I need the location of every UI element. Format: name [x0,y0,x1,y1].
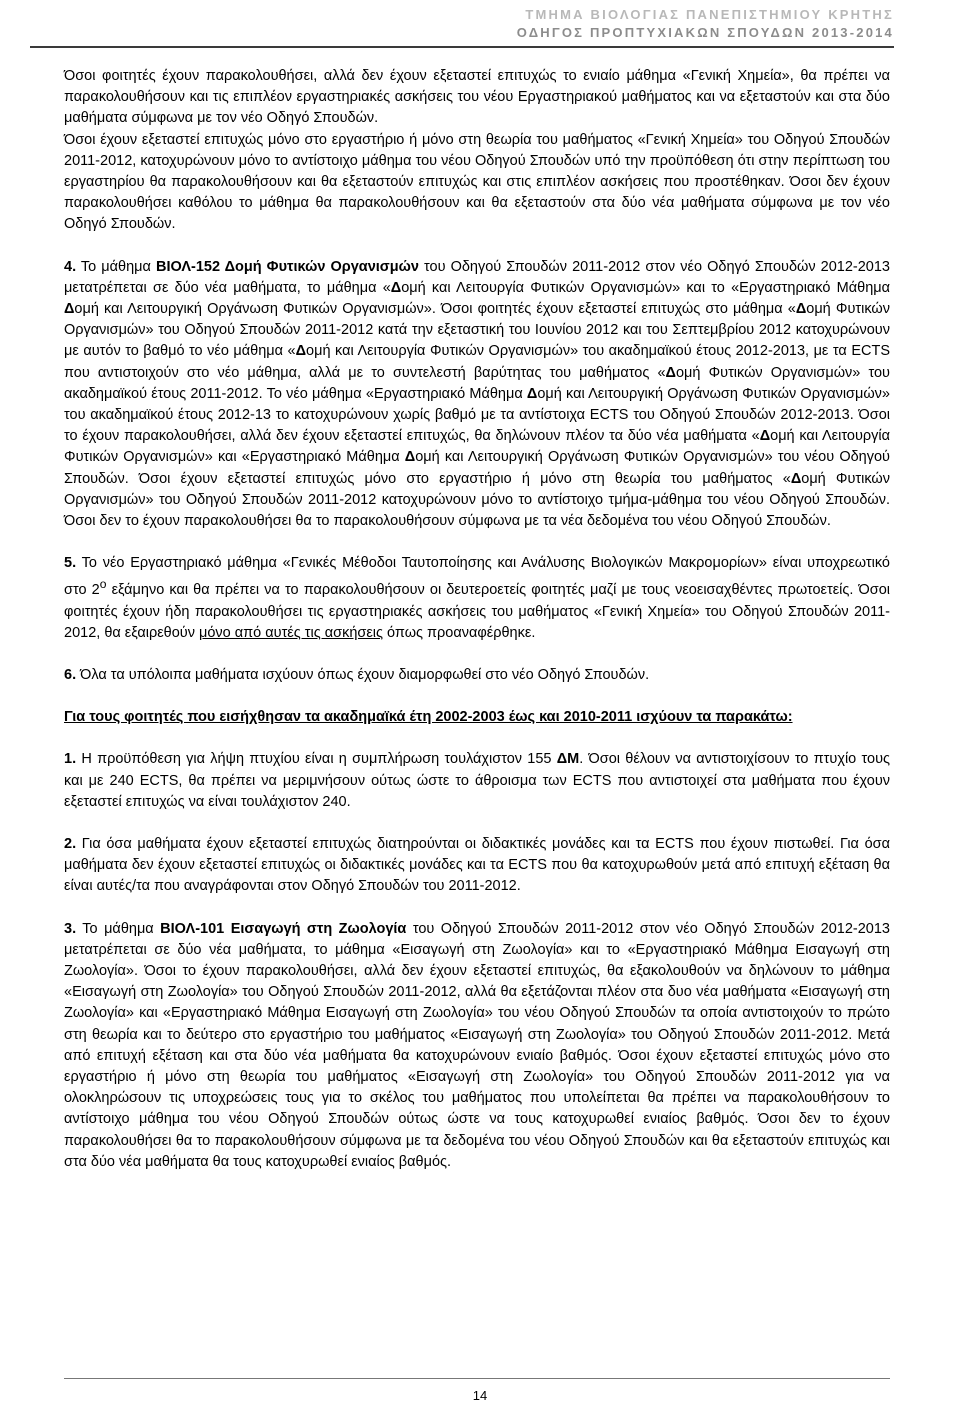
course-code: ΒΙΟΛ-152 [155,258,225,275]
item-4: 4. Το μάθημα ΒΙΟΛ-152 Δομή Φυτικών Οργανισμών του Οδηγού Σπουδών 2011-2012 στον νέο Οδηγό Σπουδών 2012-2013 μετατρέπεται σε δύο νέα μαθήματα, το μάθημα «Δομή και Λειτουργία Φυτικών Οργανισμών» και το «Εργαστηριακό Μάθημα Δομή και Λειτουργική Οργάνωση Φυτικών Οργανισμών». Όσοι φοιτητές έχουν εξεταστεί επιτυχώς στο μάθημα «Δομή Φυτικών Οργανισμών» του Οδηγού Σπουδών 2011-2012 κατά την εξεταστική του Ιουνίου 2012 και του Σεπτεμβρίου 2012 κατοχυρώνουν με αυτόν το βαθμό το νέο μάθημα «Δομή και Λειτουργία Φυτικών Οργανισμών» του ακαδημαϊκού έτους 2012-2013, με τα ECTS που αντιστοιχούν στο νέο μάθημα, αλλά με το συντελεστή βαρύτητας του μαθήματος «Δομή Φυτικών Οργανισμών» του ακαδημαϊκού έτους 2011-2012. Το νέο μάθημα «Εργαστηριακό Μάθημα Δομή και Λειτουργική Οργάνωση Φυτικών Οργανισμών» του ακαδημαϊκού έτους 2012-13 το κατοχυρώνουν χωρίς βαθμό με τα αντίστοιχα ECTS του Οδηγού Σπουδών 2012-2013. Όσοι το έχουν παρακολουθήσει, αλλά δεν έχουν εξεταστεί επιτυχώς, θα δηλώνουν πλέον τα δύο νέα μαθήματα «Δομή και Λειτουργία Φυτικών Οργανισμών» και «Εργαστηριακό Μάθημα Δομή και Λειτουργική Οργάνωση Φυτικών Οργανισμών» του νέου Οδηγού Σπουδών. Όσοι έχουν εξεταστεί επιτυχώς μόνο στο εργαστήριο ή μόνο στη θεωρία του μαθήματος «Δομή Φυτικών Οργανισμών» του Οδηγού Σπουδών 2011-2012 κατοχυρώνουν μόνο το αντίστοιχο τμήμα-μάθημα του νέου Οδηγού Σπουδών. Όσοι δεν το έχουν παρακολουθήσει θα το παρακολουθήσουν σύμφωνα με τα νέα δεδομένα του νέου Οδηγού Σπουδών. [64,258,891,530]
section-item-1: 1. Η προϋπόθεση για λήψη πτυχίου είναι η συμπλήρωση τουλάχιστον 155 ΔΜ. Όσοι θέλουν να αντιστοιχίσουν το πτυχίο τους και με 240 ECTS, θα πρέπει να μεριμνήσουν ούτως ώστε το άθροισμα των ECTS που αντιστοιχεί στα μαθήματα που έχουν εξεταστεί επιτυχώς να είναι τουλάχιστον 240. [64,751,890,810]
item-number: 5. [64,555,77,572]
item-number: 2. [64,835,77,852]
page-number: 14 [472,1388,488,1403]
document-body [64,66,890,1173]
footer-rule [64,1378,890,1379]
credit-unit: ΔΜ [556,751,580,768]
header-rule [30,46,894,48]
superscript: ο [99,577,107,592]
course-code: ΒΙΟΛ-101 Εισαγωγή στη Ζωολογία [160,920,407,937]
header-guide-title: ΟΔΗΓΟΣ ΠΡΟΠΤΥΧΙΑΚΩΝ ΣΠΟΥΔΩΝ 2013-2014 [516,25,894,40]
item-6: 6. Όλα τα υπόλοιπα μαθήματα ισχύουν όπως έχουν διαμορφωθεί στο νέο Οδηγό Σπουδών. [64,666,650,683]
page-header [30,6,894,48]
item-5: 5. Το νέο Εργαστηριακό μάθημα «Γενικές Μέθοδοι Ταυτοποίησης και Ανάλυσης Βιολογικών Μακρομορίων» είναι υποχρεωτικό στο $2^o$ εξάμηνο και θα πρέπει να το παρακολουθήσουν οι δευτεροετείς φοιτητές μαζί με τους νεοεισαχθέντες πρωτοετείς. Όσοι φοιτητές έχουν ήδη παρακολουθήσει τις εργαστηριακές ασκήσεις του μαθήματος «Γενική Χημεία» του Οδηγού Σπουδών 2011-2012, θα εξαιρεθούν μόνο από αυτές τις ασκήσεις όπως προαναφέρθηκε. [64,555,890,641]
item-number: 1. [64,751,77,768]
item-number: 4. [64,258,77,275]
section-heading: Για τους φοιτητές που εισήχθησαν τα ακαδημαϊκά έτη 2002-2003 έως και 2010-2011 ισχύουν τα παρακάτω: [64,709,793,726]
section-item-2: 2. Για όσα μαθήματα έχουν εξεταστεί επιτυχώς διατηρούνται οι διδακτικές μονάδες και τα ECTS που έχουν πιστωθεί. Για όσα μαθήματα δεν έχουν εξεταστεί επιτυχώς οι διδακτικές μονάδες και τα ECTS που θα κατοχυρωθούν μετά από επιτυχή εξέταση θα είναι αυτές/τα που αναγράφονται στον Οδηγό Σπουδών του 2011-2012. [64,835,890,895]
paragraph-intro-a: Όσοι φοιτητές έχουν παρακολουθήσει, αλλά δεν έχουν εξεταστεί επιτυχώς το ενιαίο μάθημα «Γενική Χημεία», θα πρέπει να παρακολουθήσουν και τις επιπλέον εργαστηριακές ασκήσεις του νέου Εργαστηριακού μαθήματος και να εξεταστούν και στα δύο μαθήματα σύμφωνα με τον νέο Οδηγό Σπουδών. [64,68,890,127]
header-department: ΤΜΗΜΑ ΒΙΟΛΟΓΙΑΣ ΠΑΝΕΠΙΣΤΗΜΙΟΥ ΚΡΗΤΗΣ [525,7,894,22]
item-number: 3. [64,920,77,937]
course-title: Δομή Φυτικών Οργανισμών [224,258,419,275]
underlined-text: μόνο από αυτές τις ασκήσεις [199,624,384,641]
item-number: 6. [64,666,77,683]
section-item-3: 3. Το μάθημα ΒΙΟΛ-101 Εισαγωγή στη Ζωολογία του Οδηγού Σπουδών 2011-2012 στον νέο Οδηγό Σπουδών 2012-2013 μετατρέπεται σε δύο νέα μαθήματα, το μάθημα «Εισαγωγή στη Ζωολογία» και το «Εργαστηριακό Μάθημα Εισαγωγή στη Ζωολογία». Όσοι το έχουν παρακολουθήσει, αλλά δεν έχουν εξεταστεί επιτυχώς, θα εξακολουθούν να δηλώνουν το μάθημα «Εισαγωγή στη Ζωολογία» του Οδηγού Σπουδών 2011-2012, αλλά θα εξετάζονται πλέον στα δυο νέα μαθήματα «Εισαγωγή στη Ζωολογία» και «Εργαστηριακό Μάθημα Εισαγωγή στη Ζωολογία» του νέου Οδηγού Σπουδών τα οποία αντιστοιχούν το πρώτο στη θεωρία και το δεύτερο στο εργαστήριο του μαθήματος «Εισαγωγή στη Ζωολογία» του Οδηγού Σπουδών 2011-2012. Μετά από επιτυχή εξέταση και στα δύο νέα μαθήματα θα κατοχυρώνουν ενιαίο βαθμός. Όσοι έχουν εξεταστεί επιτυχώς μόνο στο εργαστήριο ή μόνο στη θεωρία του μαθήματος «Εισαγωγή στη Ζωολογία» του Οδηγού Σπουδών 2011-2012 για να ολοκληρώσουν τις υποχρεώσεις τους για το σκέλος του μαθήματος που υπολείπεται θα πρέπει να παρακολουθήσουν το αντίστοιχο μάθημα του νέου Οδηγού Σπουδών ούτως ώστε να τους κατοχυρωθεί ενιαίος βαθμός. Όσοι δεν το έχουν παρακολουθήσει θα το παρακολουθήσουν σύμφωνα με τα δεδομένα του νέου Οδηγού Σπουδών και θα εξεταστούν επιτυχώς και στα δύο νέα μαθήματα θα τους κατοχυρωθεί ενιαίος βαθμός. [64,920,890,1170]
paragraph-intro-b: Όσοι έχουν εξεταστεί επιτυχώς μόνο στο εργαστήριο ή μόνο στη θεωρία του μαθήματος «Γενική Χημεία» του Οδηγού Σπουδών 2011-2012, κατοχυρώνουν μόνο το αντίστοιχο μάθημα του νέου Οδηγού Σπουδών υπό την προϋπόθεση ότι στην περίπτωση του εργαστηρίου θα παρακολουθήσουν και θα εξεταστούν επιτυχώς και στις επιπλέον ασκήσεις που προστέθηκαν. Όσοι δεν έχουν παρακολουθήσει καθόλου το μάθημα θα παρακολουθήσουν και θα εξεταστούν στα δύο νέα μαθήματα σύμφωνα με τον νέο Οδηγό Σπουδών. [64,131,890,233]
